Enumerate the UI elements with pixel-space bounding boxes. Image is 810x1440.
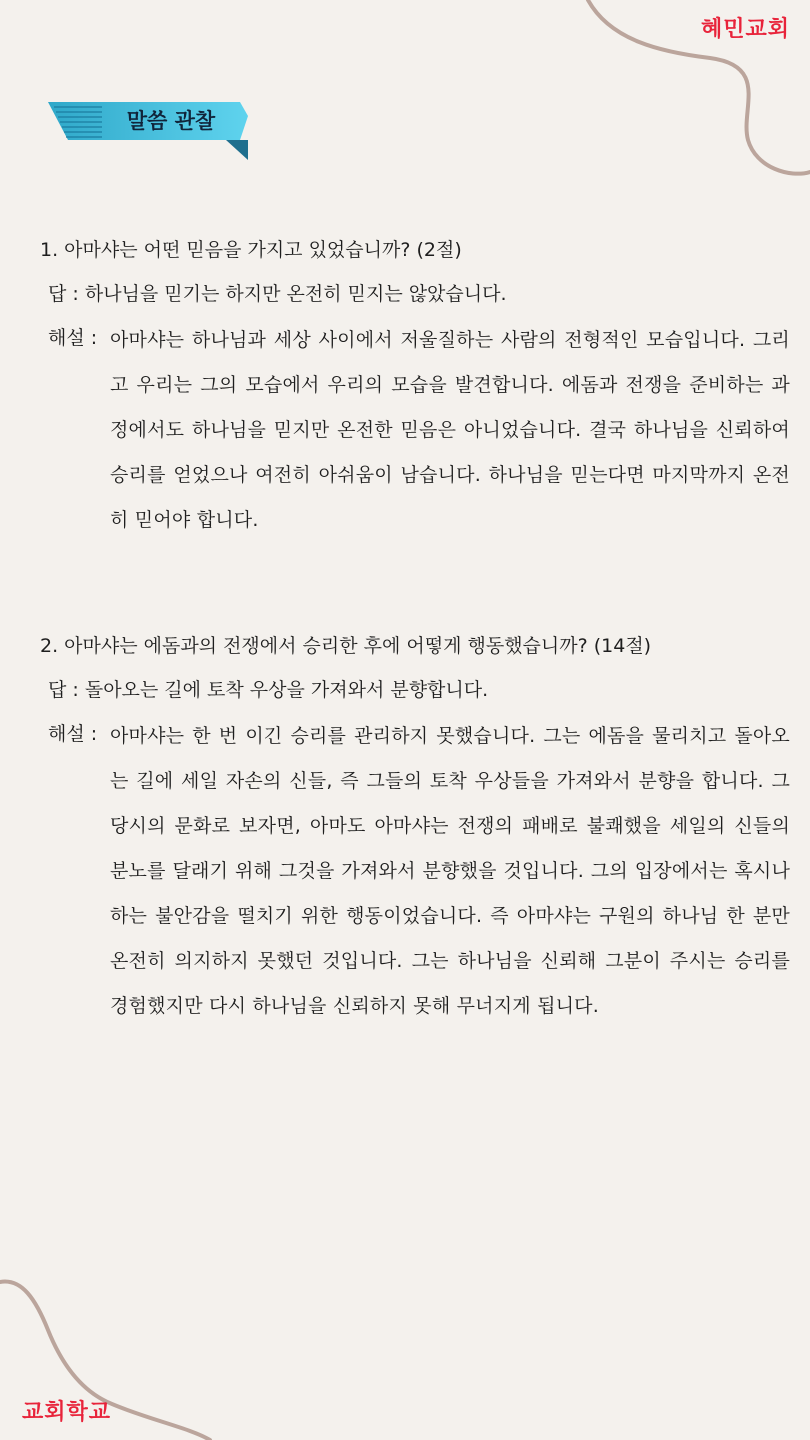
- commentary-text: 아마샤는 하나님과 세상 사이에서 저울질하는 사람의 전형적인 모습입니다. 그리고 우리는 그의 모습에서 우리의 모습을 발견합니다. 에돔과 전쟁을 준비하는 과정에서도 하나님을 믿지만 온전한 믿음은 아니었습니다. 결국 하나님을 신뢰하여 승리를 얻었으나 여전히 아쉬움이 남습니다. 하나님을 믿는다면 마지막까지 온전히 믿어야 합니다.: [110, 329, 790, 531]
- commentary: [48, 714, 790, 1029]
- question-text: 1. 아마샤는 어떤 믿음을 가지고 있었습니까? (2절): [40, 239, 462, 261]
- commentary-label: 해설 :: [48, 327, 98, 349]
- commentary: [48, 318, 790, 543]
- answer-label: 답 :: [48, 283, 85, 305]
- answer-line: [48, 274, 790, 314]
- answer-label: 답 :: [48, 679, 85, 701]
- section-title: 말씀 관찰: [126, 109, 216, 133]
- church-school-logo: 교회학교: [22, 1400, 112, 1425]
- answer-text: 돌아오는 길에 토착 우상을 가져와서 분향합니다.: [84, 679, 489, 701]
- question-block-2: [40, 626, 790, 1029]
- commentary-label: 해설 :: [48, 723, 98, 745]
- church-brand-logo: 혜민교회: [700, 17, 790, 42]
- question-block-1: [40, 230, 790, 543]
- question-text: 2. 아마샤는 에돔과의 전쟁에서 승리한 후에 어떻게 행동했습니까? (14절): [40, 635, 652, 657]
- commentary-text: 아마샤는 한 번 이긴 승리를 관리하지 못했습니다. 그는 에돔을 물리치고 돌아오는 길에 세일 자손의 신들, 즉 그들의 토착 우상들을 가져와서 분향을 합니다. 그 당시의 문화로 보자면, 아마도 아마샤는 전쟁의 패배로 불쾌했을 세일의 신들의 분노를 달래기 위해 그것을 가져와서 분향했을 것입니다. 그의 입장에서는 혹시나 하는 불안감을 떨치기 위한 행동이었습니다. 즉 아마샤는 구원의 하나님 한 분만 온전히 의지하지 못했던 것입니다. 그는 하나님을 신뢰해 그분이 주시는 승리를 경험했지만 다시 하나님을 신뢰하지 못해 무너지게 됩니다.: [110, 725, 790, 1017]
- section-banner: [44, 98, 254, 164]
- answer-line: [48, 670, 790, 710]
- answer-text: 하나님을 믿기는 하지만 온전히 믿지는 않았습니다.: [84, 283, 507, 305]
